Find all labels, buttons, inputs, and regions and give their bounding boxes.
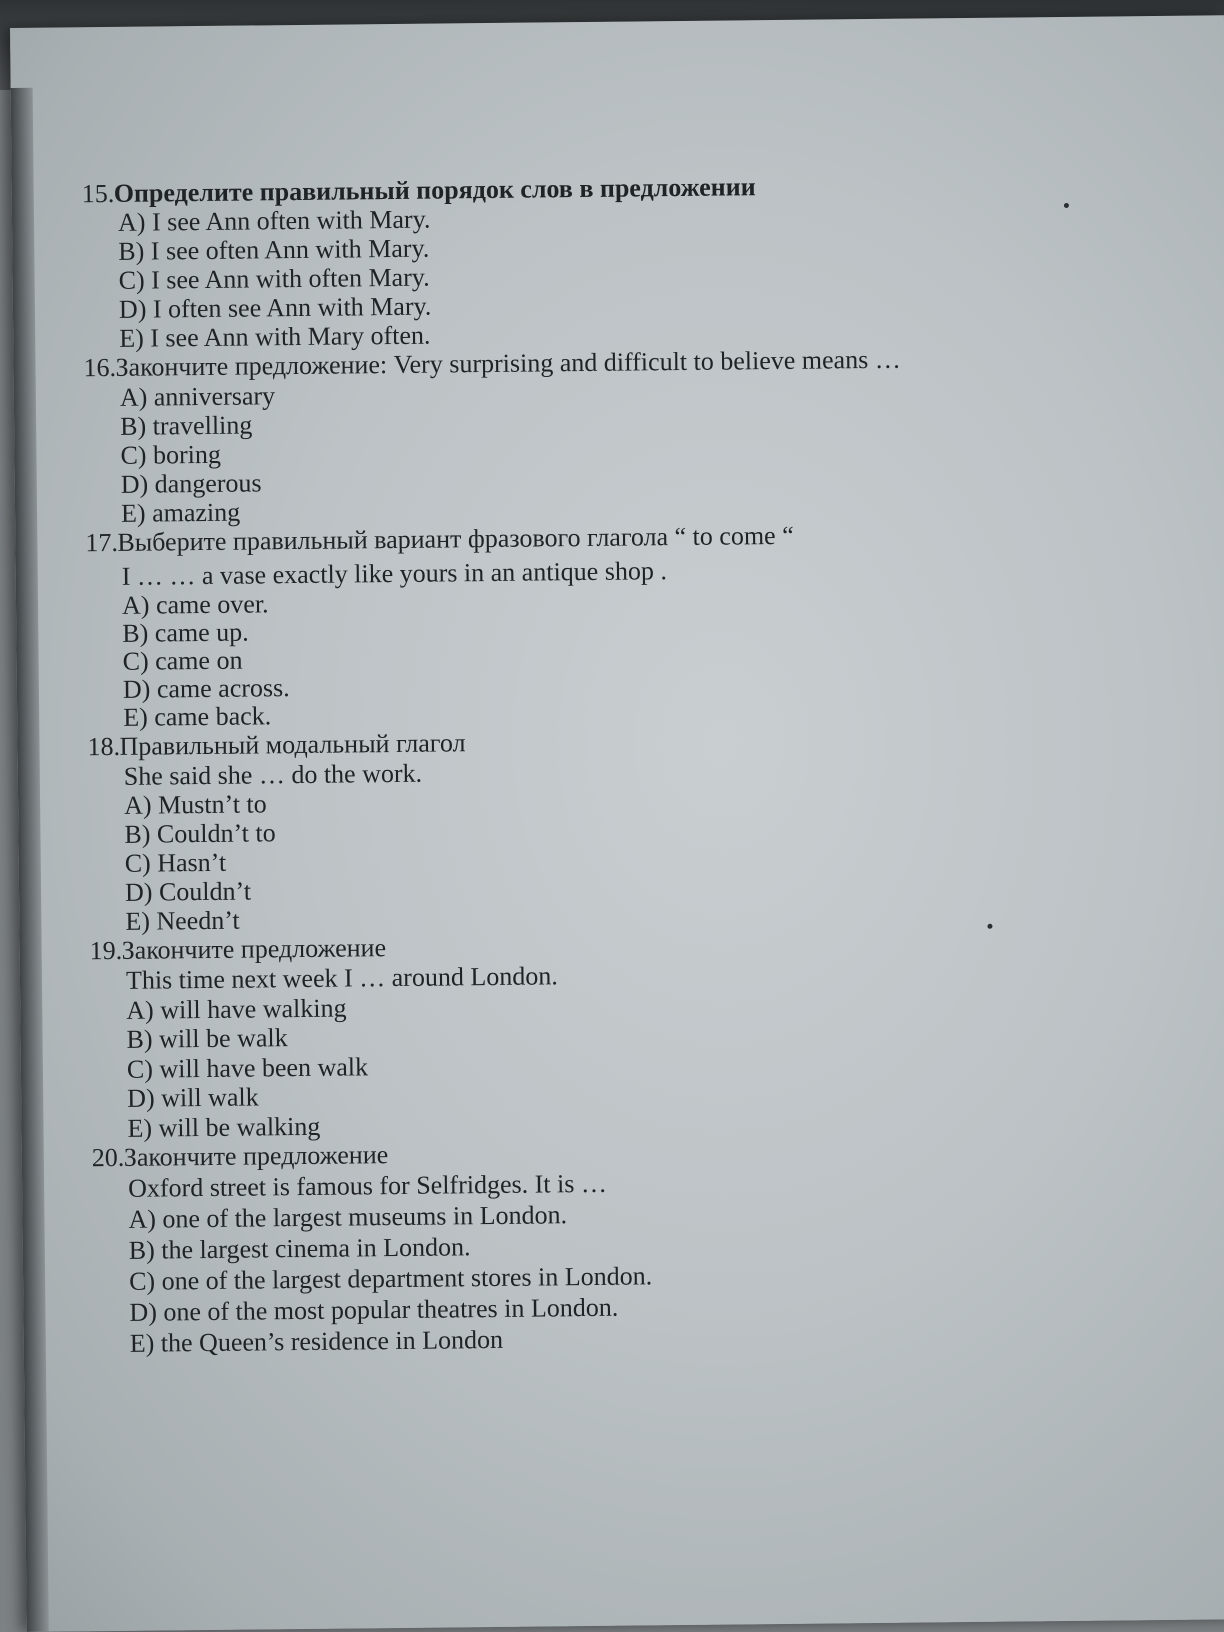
paper-sheet	[10, 15, 1224, 1632]
answer-option-d: D) one of the most popular theatres in London.	[129, 1292, 619, 1327]
question-stem: This time next week I … around London.	[125, 961, 558, 995]
answer-option-c: C) will have been walk	[126, 1051, 369, 1084]
question-18	[87, 721, 1149, 936]
question-stem: Oxford street is famous for Selfridges. It is …	[128, 1168, 608, 1203]
question-20	[92, 1132, 1154, 1359]
question-title: Выберите правильный вариант фразового глагола “ to come “	[117, 520, 794, 557]
answer-option-b: B) I see often Ann with Mary.	[118, 233, 430, 266]
answer-option-a: A) anniversary	[119, 381, 276, 412]
answer-option-e: E) I see Ann with Mary often.	[119, 320, 431, 353]
answer-option-a: A) will have walking	[126, 993, 347, 1025]
question-16	[83, 342, 1145, 528]
answer-option-d: D) I often see Ann with Mary.	[118, 291, 432, 324]
answer-option-a: A) one of the largest museums in London.	[128, 1200, 568, 1234]
question-stem: She said she … do the work.	[123, 758, 423, 791]
question-number: 18.	[87, 731, 121, 762]
question-number: 17.	[85, 527, 119, 558]
question-number: 20.	[91, 1142, 125, 1173]
answer-option-c: C) one of the largest department stores in London.	[128, 1261, 653, 1296]
question-title: Закончите предложение	[123, 1140, 389, 1172]
test-content	[82, 168, 1154, 1359]
question-stem: I … … a vase exactly like yours in an antique shop .	[121, 556, 668, 591]
question-number: 15.	[81, 178, 115, 209]
answer-option-a: A) I see Ann often with Mary.	[117, 204, 431, 237]
paper-speck	[987, 924, 992, 929]
answer-option-e: E) amazing	[120, 497, 241, 528]
question-19	[90, 925, 1152, 1143]
answer-option-b: B) will be walk	[126, 1023, 288, 1054]
answer-option-d: D) dangerous	[120, 468, 262, 499]
answer-option-b: B) came up.	[122, 617, 249, 648]
answer-option-c: C) came on	[122, 645, 243, 676]
question-15	[82, 168, 1144, 353]
answer-option-a: A) Mustn’t to	[123, 789, 267, 820]
paper-edge-shadow	[11, 88, 49, 1632]
answer-option-d: D) Couldn’t	[124, 876, 252, 907]
answer-option-b: B) Couldn’t to	[124, 818, 276, 849]
answer-option-c: C) boring	[120, 439, 222, 470]
question-number: 16.	[83, 352, 117, 383]
answer-option-c: C) I see Ann with often Mary.	[118, 262, 430, 295]
question-17	[85, 517, 1147, 732]
answer-option-e: E) came back.	[123, 701, 272, 732]
answer-option-d: D) will walk	[127, 1082, 259, 1113]
answer-option-b: B) travelling	[120, 410, 253, 441]
answer-option-e: E) will be walking	[127, 1111, 321, 1143]
answer-option-d: D) came across.	[122, 673, 290, 704]
question-number: 19.	[89, 935, 123, 966]
question-title: Определите правильный порядок слов в предложении	[113, 172, 756, 208]
question-title: Правильный модальный глагол	[119, 728, 466, 761]
answer-option-c: C) Hasn’t	[124, 847, 227, 878]
answer-option-b: B) the largest cinema in London.	[128, 1232, 471, 1265]
answer-option-a: A) came over.	[121, 589, 269, 620]
question-title: Закончите предложение: Very surprising and difficult to believe means …	[115, 344, 901, 382]
question-title: Закончите предложение	[121, 933, 387, 965]
paper-speck	[1064, 203, 1069, 208]
answer-option-e: E) Needn’t	[125, 905, 240, 936]
answer-option-e: E) the Queen’s residence in London	[129, 1324, 504, 1358]
